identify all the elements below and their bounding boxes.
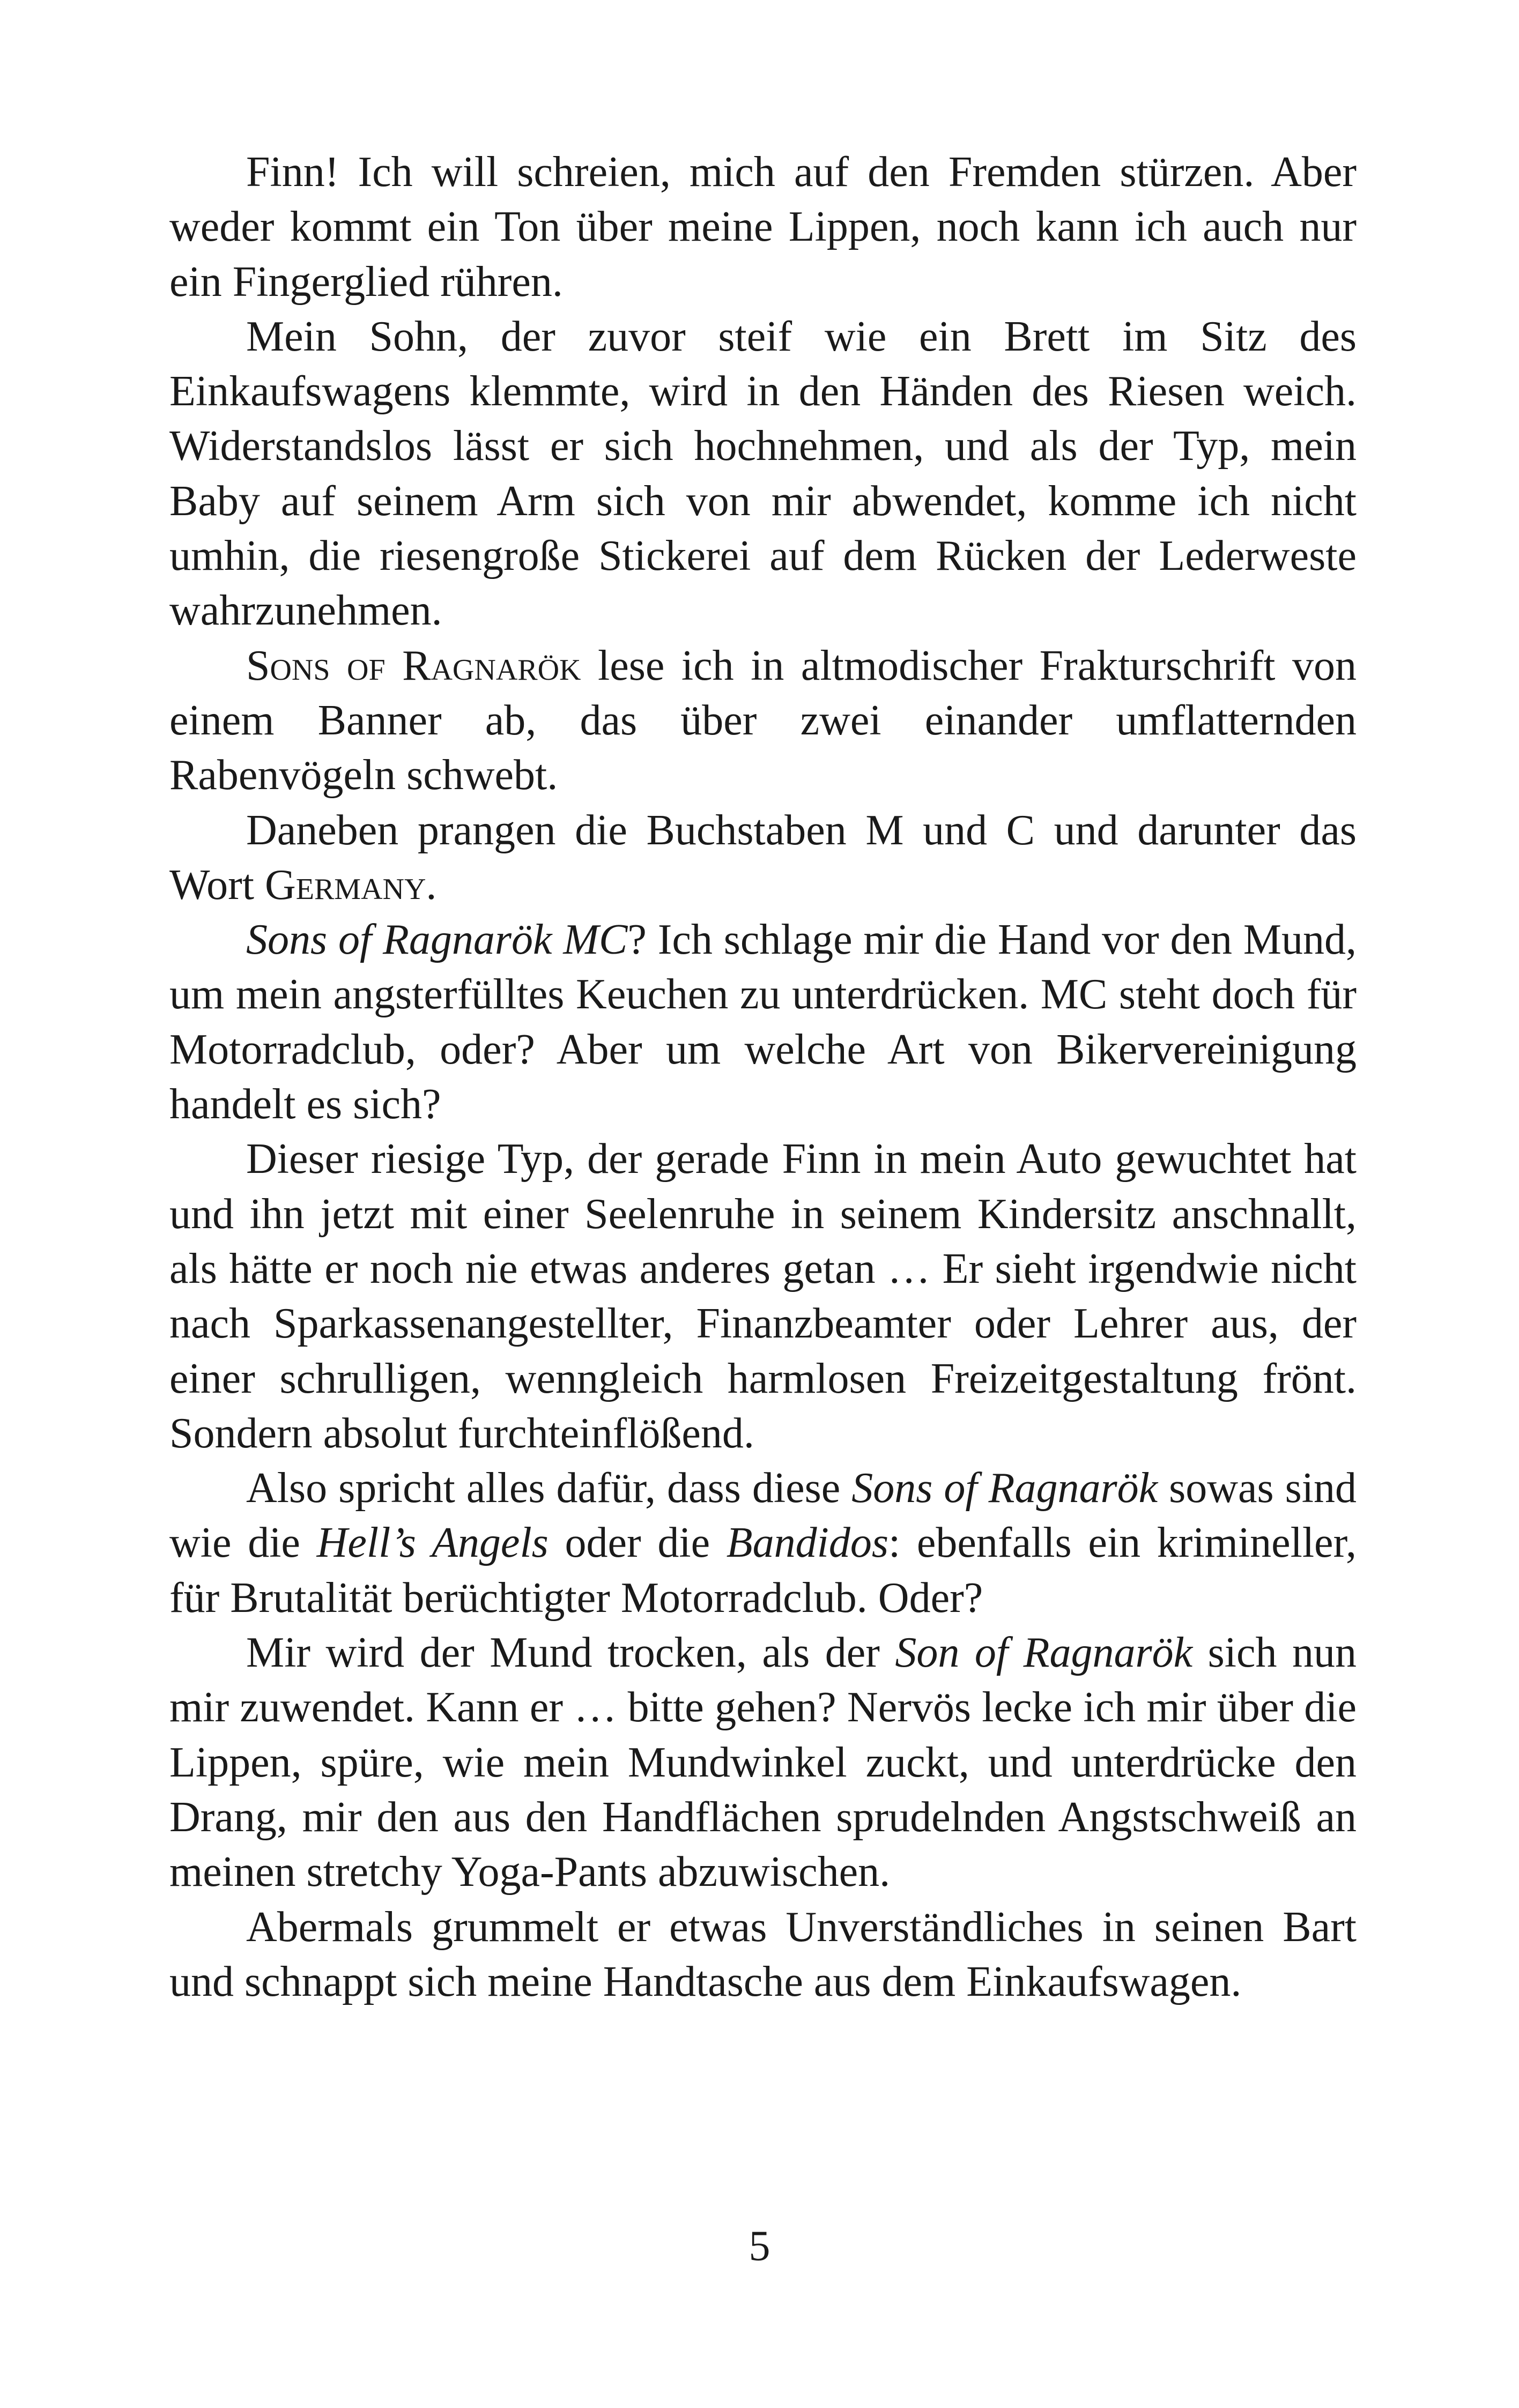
text-run: Finn! Ich will schreien, mich auf den Fremden stürzen. Aber weder kommt ein Ton über meine Lippen, noch kann ich auch nur ein Fingerglied rühren. bbox=[169, 148, 1357, 306]
paragraph bbox=[169, 638, 1357, 803]
text-run: Dieser riesige Typ, der gerade Finn in mein Auto gewuchtet hat und ihn jetzt mit einer Seelenruhe in seinem Kindersitz anschnallt, als hätte er noch nie etwas anderes getan … Er sieht irgendwie nicht nach Sparkassenangestellter, Finanzbeamter oder Lehrer aus, der einer schrulligen, wenngleich harmlosen Freizeitgestaltung frönt. Sondern absolut furchteinflößend. bbox=[169, 1135, 1357, 1457]
paragraph bbox=[169, 309, 1357, 638]
paragraph bbox=[169, 803, 1357, 913]
text-run: : ebenfalls ein krimineller, für Brutalität berüchtigter Motorradclub. Oder? bbox=[169, 1519, 1357, 1622]
text-run: Mein Sohn, der zuvor steif wie ein Brett im Sitz des Einkaufswagens klemmte, wird in den Händen des Riesen weich. Widerstandslos lässt er sich hochnehmen, und als der Typ, mein Baby auf seinem Arm sich von mir abwendet, komme ich nicht umhin, die riesengroße Stickerei auf dem Rücken der Lederweste wahrzunehmen. bbox=[169, 313, 1357, 635]
paragraph bbox=[169, 145, 1357, 309]
paragraph bbox=[169, 1461, 1357, 1625]
paragraph bbox=[169, 1132, 1357, 1461]
italic-text: Sons of Ragnarök bbox=[851, 1465, 1158, 1512]
italic-text: Bandidos bbox=[726, 1519, 888, 1567]
page-number: 5 bbox=[749, 2223, 770, 2270]
text-run: lese ich in altmodischer Frakturschrift von einem Banner ab, das über zwei einander umflatternden Rabenvögeln schwebt. bbox=[169, 642, 1357, 799]
text-run: Also spricht alles dafür, dass diese bbox=[246, 1465, 852, 1512]
body-text bbox=[169, 145, 1357, 2009]
small-caps-text: Sons of Ragnarök bbox=[246, 642, 581, 689]
paragraph bbox=[169, 1625, 1357, 1899]
italic-text: Hell’s Angels bbox=[316, 1519, 549, 1567]
paragraph bbox=[169, 1900, 1357, 2010]
text-run: Daneben prangen die Buchstaben M und C und darunter das Wort bbox=[169, 806, 1357, 909]
text-run: sowas sind wie die bbox=[169, 1465, 1357, 1567]
text-run: Abermals grummelt er etwas Unverständliches in seinen Bart und schnappt sich meine Handtasche aus dem Einkaufswagen. bbox=[169, 1903, 1357, 2005]
italic-text: Son of Ragnarök bbox=[895, 1629, 1193, 1677]
text-run: . bbox=[426, 861, 437, 909]
text-run: sich nun mir zuwendet. Kann er … bitte gehen? Nervös lecke ich mir über die Lippen, spüre, wie mein Mundwinkel zuckt, und unterdrücke den Drang, mir den aus den Handflächen sprudelnden Angstschweiß an meinen stretchy Yoga-Pants abzuwischen. bbox=[169, 1629, 1357, 1896]
text-run: Mir wird der Mund trocken, als der bbox=[246, 1629, 895, 1677]
paragraph bbox=[169, 912, 1357, 1132]
text-run: ? Ich schlage mir die Hand vor den Mund, um mein angsterfülltes Keuchen zu unterdrücken. MC steht doch für Motorradclub, oder? Aber um welche Art von Bikervereinigung handelt es sich? bbox=[169, 916, 1357, 1128]
small-caps-text: Germany bbox=[264, 861, 426, 909]
text-run: oder die bbox=[548, 1519, 727, 1567]
italic-text: Sons of Ragnarök MC bbox=[246, 916, 628, 964]
